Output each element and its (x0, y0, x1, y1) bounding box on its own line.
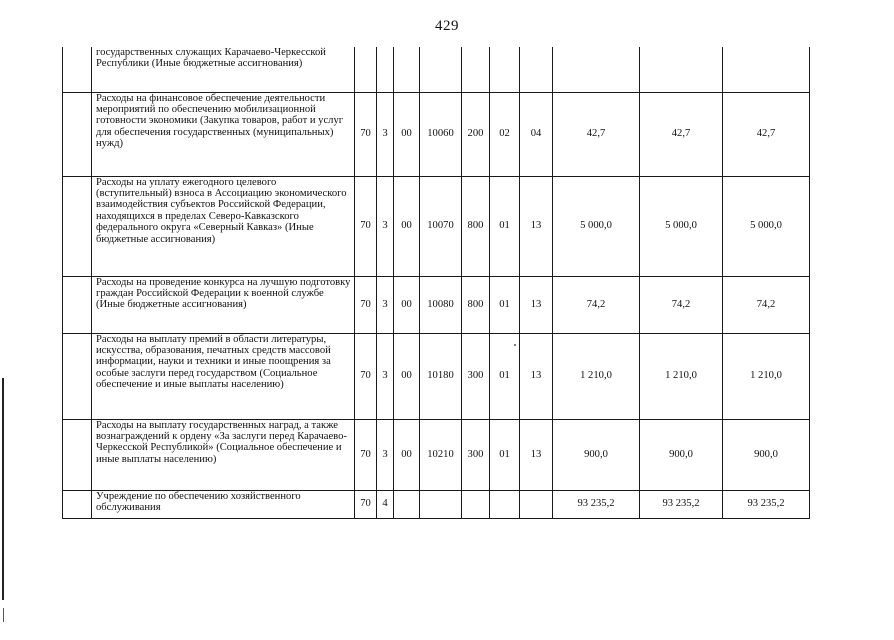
amount-year-2: 93 235,2 (640, 490, 723, 518)
code-ministry: 70 (355, 276, 377, 333)
scan-edge-mark (2, 378, 4, 600)
expense-name: Расходы на выплату государственных наград, а также вознаграждений к ордену «За заслуги перед Карачаево-Черкесской Республикой» (Социальное обеспечение и иные выплаты населению) (92, 419, 355, 490)
code-program: 3 (377, 92, 394, 176)
page-number: 429 (435, 18, 459, 34)
code-subprogram: 00 (394, 333, 420, 419)
code-expense-type: 300 (462, 333, 490, 419)
amount-year-1: 5 000,0 (553, 176, 640, 276)
amount-year-3: 900,0 (723, 419, 810, 490)
code-program: 3 (377, 419, 394, 490)
amount-year-3 (723, 47, 810, 92)
amount-year-1: 74,2 (553, 276, 640, 333)
code-direction: 10080 (420, 276, 462, 333)
amount-year-3: 74,2 (723, 276, 810, 333)
table-row (63, 276, 810, 333)
code-subprogram: 00 (394, 92, 420, 176)
code-section: 01 (490, 276, 520, 333)
code-program: 4 (377, 490, 394, 518)
expense-name: Расходы на уплату ежегодного целевого (вступительный) взноса в Ассоциацию экономического взаимодействия субъектов Российской Федерации, находящихся в пределах Северо-Кавказского федерального округа «Северный Кавказ» (Иные бюджетные ассигнования) (92, 176, 355, 276)
amount-year-3: 5 000,0 (723, 176, 810, 276)
code-section: 01 (490, 419, 520, 490)
code-subprogram: 00 (394, 419, 420, 490)
code-expense-type: 800 (462, 276, 490, 333)
amount-year-1: 42,7 (553, 92, 640, 176)
amount-year-2 (640, 47, 723, 92)
table-row (63, 176, 810, 276)
code-direction: 10180 (420, 333, 462, 419)
row-number-cell (63, 276, 92, 333)
code-section: 01 (490, 333, 520, 419)
code-expense-type: 200 (462, 92, 490, 176)
expense-name: Расходы на финансовое обеспечение деятельности мероприятий по обеспечению мобилизационной готовности экономики (Закупка товаров, работ и услуг для обеспечения государственных (муниципальных) нужд) (92, 92, 355, 176)
amount-year-2: 1 210,0 (640, 333, 723, 419)
code-program: 3 (377, 176, 394, 276)
code-expense-type (462, 490, 490, 518)
code-subsection: 13 (520, 333, 553, 419)
row-number-cell (63, 419, 92, 490)
code-expense-type (462, 47, 490, 92)
expense-name: государственных служащих Карачаево-Черкесской Республики (Иные бюджетные ассигнования) (92, 47, 355, 92)
amount-year-2: 42,7 (640, 92, 723, 176)
table-row (63, 419, 810, 490)
amount-year-1: 1 210,0 (553, 333, 640, 419)
amount-year-2: 900,0 (640, 419, 723, 490)
code-expense-type: 800 (462, 176, 490, 276)
amount-year-1: 93 235,2 (553, 490, 640, 518)
scan-edge-mark (3, 608, 4, 622)
code-section (490, 490, 520, 518)
code-ministry: 70 (355, 333, 377, 419)
code-program: 3 (377, 276, 394, 333)
row-number-cell (63, 333, 92, 419)
table-row (63, 92, 810, 176)
code-subprogram (394, 490, 420, 518)
amount-year-3: 93 235,2 (723, 490, 810, 518)
code-expense-type: 300 (462, 419, 490, 490)
code-program (377, 47, 394, 92)
code-subsection: 04 (520, 92, 553, 176)
expense-name: Расходы на выплату премий в области литературы, искусства, образования, печатных средств массовой информации, науки и техники и иные поощрения за особые заслуги перед государством (Социальное обеспечение и иные выплаты населению) (92, 333, 355, 419)
code-subprogram (394, 47, 420, 92)
budget-table (62, 47, 810, 519)
code-section (490, 47, 520, 92)
amount-year-1: 900,0 (553, 419, 640, 490)
row-number-cell (63, 176, 92, 276)
table-row (63, 333, 810, 419)
code-section: 01 (490, 176, 520, 276)
row-number-cell (63, 47, 92, 92)
code-subsection (520, 490, 553, 518)
code-ministry (355, 47, 377, 92)
code-direction (420, 47, 462, 92)
amount-year-3: 42,7 (723, 92, 810, 176)
expense-name: Учреждение по обеспечению хозяйственного обслуживания (92, 490, 355, 518)
code-subsection: 13 (520, 276, 553, 333)
amount-year-3: 1 210,0 (723, 333, 810, 419)
code-subsection: 13 (520, 419, 553, 490)
table-row (63, 490, 810, 518)
code-subsection (520, 47, 553, 92)
code-ministry: 70 (355, 176, 377, 276)
table-row (63, 47, 810, 92)
code-subsection: 13 (520, 176, 553, 276)
code-subprogram: 00 (394, 176, 420, 276)
expense-name: Расходы на проведение конкурса на лучшую подготовку граждан Российской Федерации к военной службе (Иные бюджетные ассигнования) (92, 276, 355, 333)
amount-year-2: 74,2 (640, 276, 723, 333)
code-ministry: 70 (355, 490, 377, 518)
amount-year-1 (553, 47, 640, 92)
code-ministry: 70 (355, 92, 377, 176)
code-direction: 10060 (420, 92, 462, 176)
code-program: 3 (377, 333, 394, 419)
code-direction (420, 490, 462, 518)
code-direction: 10070 (420, 176, 462, 276)
code-ministry: 70 (355, 419, 377, 490)
code-subprogram: 00 (394, 276, 420, 333)
row-number-cell (63, 92, 92, 176)
amount-year-2: 5 000,0 (640, 176, 723, 276)
code-section: 02 (490, 92, 520, 176)
row-number-cell (63, 490, 92, 518)
code-direction: 10210 (420, 419, 462, 490)
